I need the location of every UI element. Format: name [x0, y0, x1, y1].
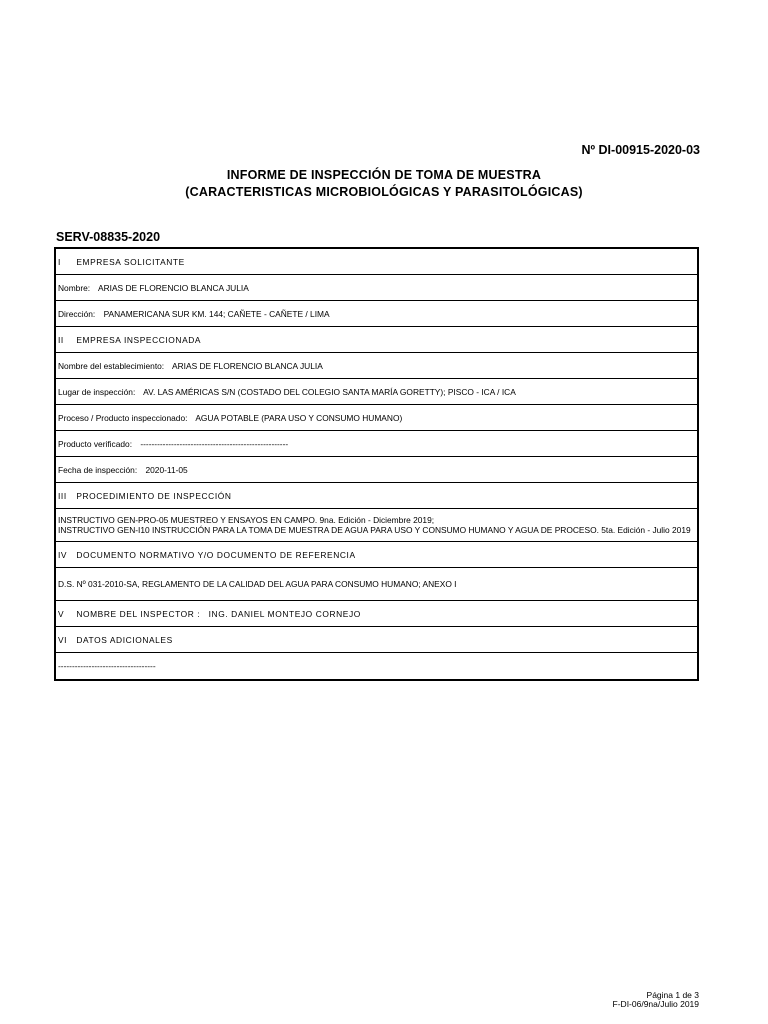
field-row-producto: [55, 431, 698, 457]
procedimiento-cell: [55, 509, 698, 542]
field-label: Nombre del establecimiento:: [58, 360, 165, 371]
section-number: I: [58, 256, 61, 267]
section-title: DOCUMENTO NORMATIVO Y/O DOCUMENTO DE REFERENCIA: [76, 549, 356, 560]
procedimiento-line-2: INSTRUCTIVO GEN-I10 INSTRUCCIÓN PARA LA TOMA DE MUESTRA DE AGUA PARA USO Y CONSUMO HUMANO Y AGUA DE PROCESO. 5ta. Edición - Julio 2019: [58, 525, 691, 535]
field-value: PANAMERICANA SUR KM. 144; CAÑETE - CAÑETE / LIMA: [103, 308, 330, 319]
section-cell: [55, 542, 698, 568]
title-line-2: (CARACTERISTICAS MICROBIOLÓGICAS Y PARASITOLÓGICAS): [185, 185, 583, 199]
field-row-establecimiento: [55, 353, 698, 379]
section-cell: [55, 627, 698, 653]
field-label: Proceso / Producto inspeccionado:: [58, 412, 188, 423]
field-label: Nombre:: [58, 282, 91, 293]
section-header-2: [55, 327, 698, 353]
section-title: EMPRESA SOLICITANTE: [76, 256, 185, 267]
section-number: III: [58, 490, 67, 501]
section-header-1: [55, 248, 698, 275]
field-row-direccion: [55, 301, 698, 327]
section-number: II: [58, 334, 64, 345]
page-footer: [613, 991, 699, 1009]
section-number: V: [58, 608, 65, 619]
inspector-name: ING. DANIEL MONTEJO CORNEJO: [208, 608, 361, 619]
section-header-3: [55, 483, 698, 509]
field-cell: [55, 457, 698, 483]
section-cell: [55, 483, 698, 509]
section-header-5: [55, 601, 698, 627]
field-cell: [55, 353, 698, 379]
field-label: Lugar de inspección:: [58, 386, 136, 397]
field-value: -----------------------------------------------------: [140, 438, 289, 449]
field-label: Dirección:: [58, 308, 96, 319]
field-label: Producto verificado:: [58, 438, 133, 449]
field-cell: [55, 301, 698, 327]
field-value: ARIAS DE FLORENCIO BLANCA JULIA: [98, 282, 249, 293]
normativo-cell: D.S. Nº 031-2010-SA, REGLAMENTO DE LA CALIDAD DEL AGUA PARA CONSUMO HUMANO; ANEXO I: [55, 568, 698, 601]
page-number: Página 1 de 3: [646, 990, 699, 1000]
section-title: PROCEDIMIENTO DE INSPECCIÓN: [76, 490, 232, 501]
section-title: DATOS ADICIONALES: [76, 634, 173, 645]
field-row-nombre: [55, 275, 698, 301]
section-header-6: [55, 627, 698, 653]
normativo-row: [55, 568, 698, 601]
field-row-lugar: [55, 379, 698, 405]
adicionales-row: [55, 653, 698, 681]
inspection-form-table: [54, 247, 699, 681]
field-value: AGUA POTABLE (PARA USO Y CONSUMO HUMANO): [195, 412, 403, 423]
section-cell: [55, 248, 698, 275]
field-row-fecha: [55, 457, 698, 483]
field-cell: [55, 431, 698, 457]
section-cell: [55, 601, 698, 627]
section-title: EMPRESA INSPECCIONADA: [76, 334, 202, 345]
field-cell: [55, 379, 698, 405]
field-row-proceso: [55, 405, 698, 431]
section-header-4: [55, 542, 698, 568]
form-code: F-DI-06/9na/Julio 2019: [612, 999, 699, 1009]
field-value: ARIAS DE FLORENCIO BLANCA JULIA: [172, 360, 323, 371]
section-number: VI: [58, 634, 68, 645]
field-value: 2020-11-05: [145, 464, 188, 475]
title-line-1: INFORME DE INSPECCIÓN DE TOMA DE MUESTRA: [226, 168, 542, 182]
report-title: [0, 167, 768, 201]
field-value: AV. LAS AMÉRICAS S/N (COSTADO DEL COLEGIO SANTA MARÍA GORETTY); PISCO - ICA / ICA: [143, 386, 516, 397]
procedimiento-line-1: INSTRUCTIVO GEN-PRO-05 MUESTREO Y ENSAYOS EN CAMPO. 9na. Edición - Diciembre 2019;: [58, 515, 435, 525]
section-cell: [55, 327, 698, 353]
section-title: NOMBRE DEL INSPECTOR :: [76, 608, 201, 619]
service-number: SERV-08835-2020: [56, 230, 161, 244]
field-cell: [55, 405, 698, 431]
field-label: Fecha de inspección:: [58, 464, 138, 475]
procedimiento-row: [55, 509, 698, 542]
document-number: Nº DI-00915-2020-03: [581, 143, 700, 157]
adicionales-cell: -----------------------------------: [55, 653, 698, 681]
section-number: IV: [58, 549, 68, 560]
field-cell: [55, 275, 698, 301]
